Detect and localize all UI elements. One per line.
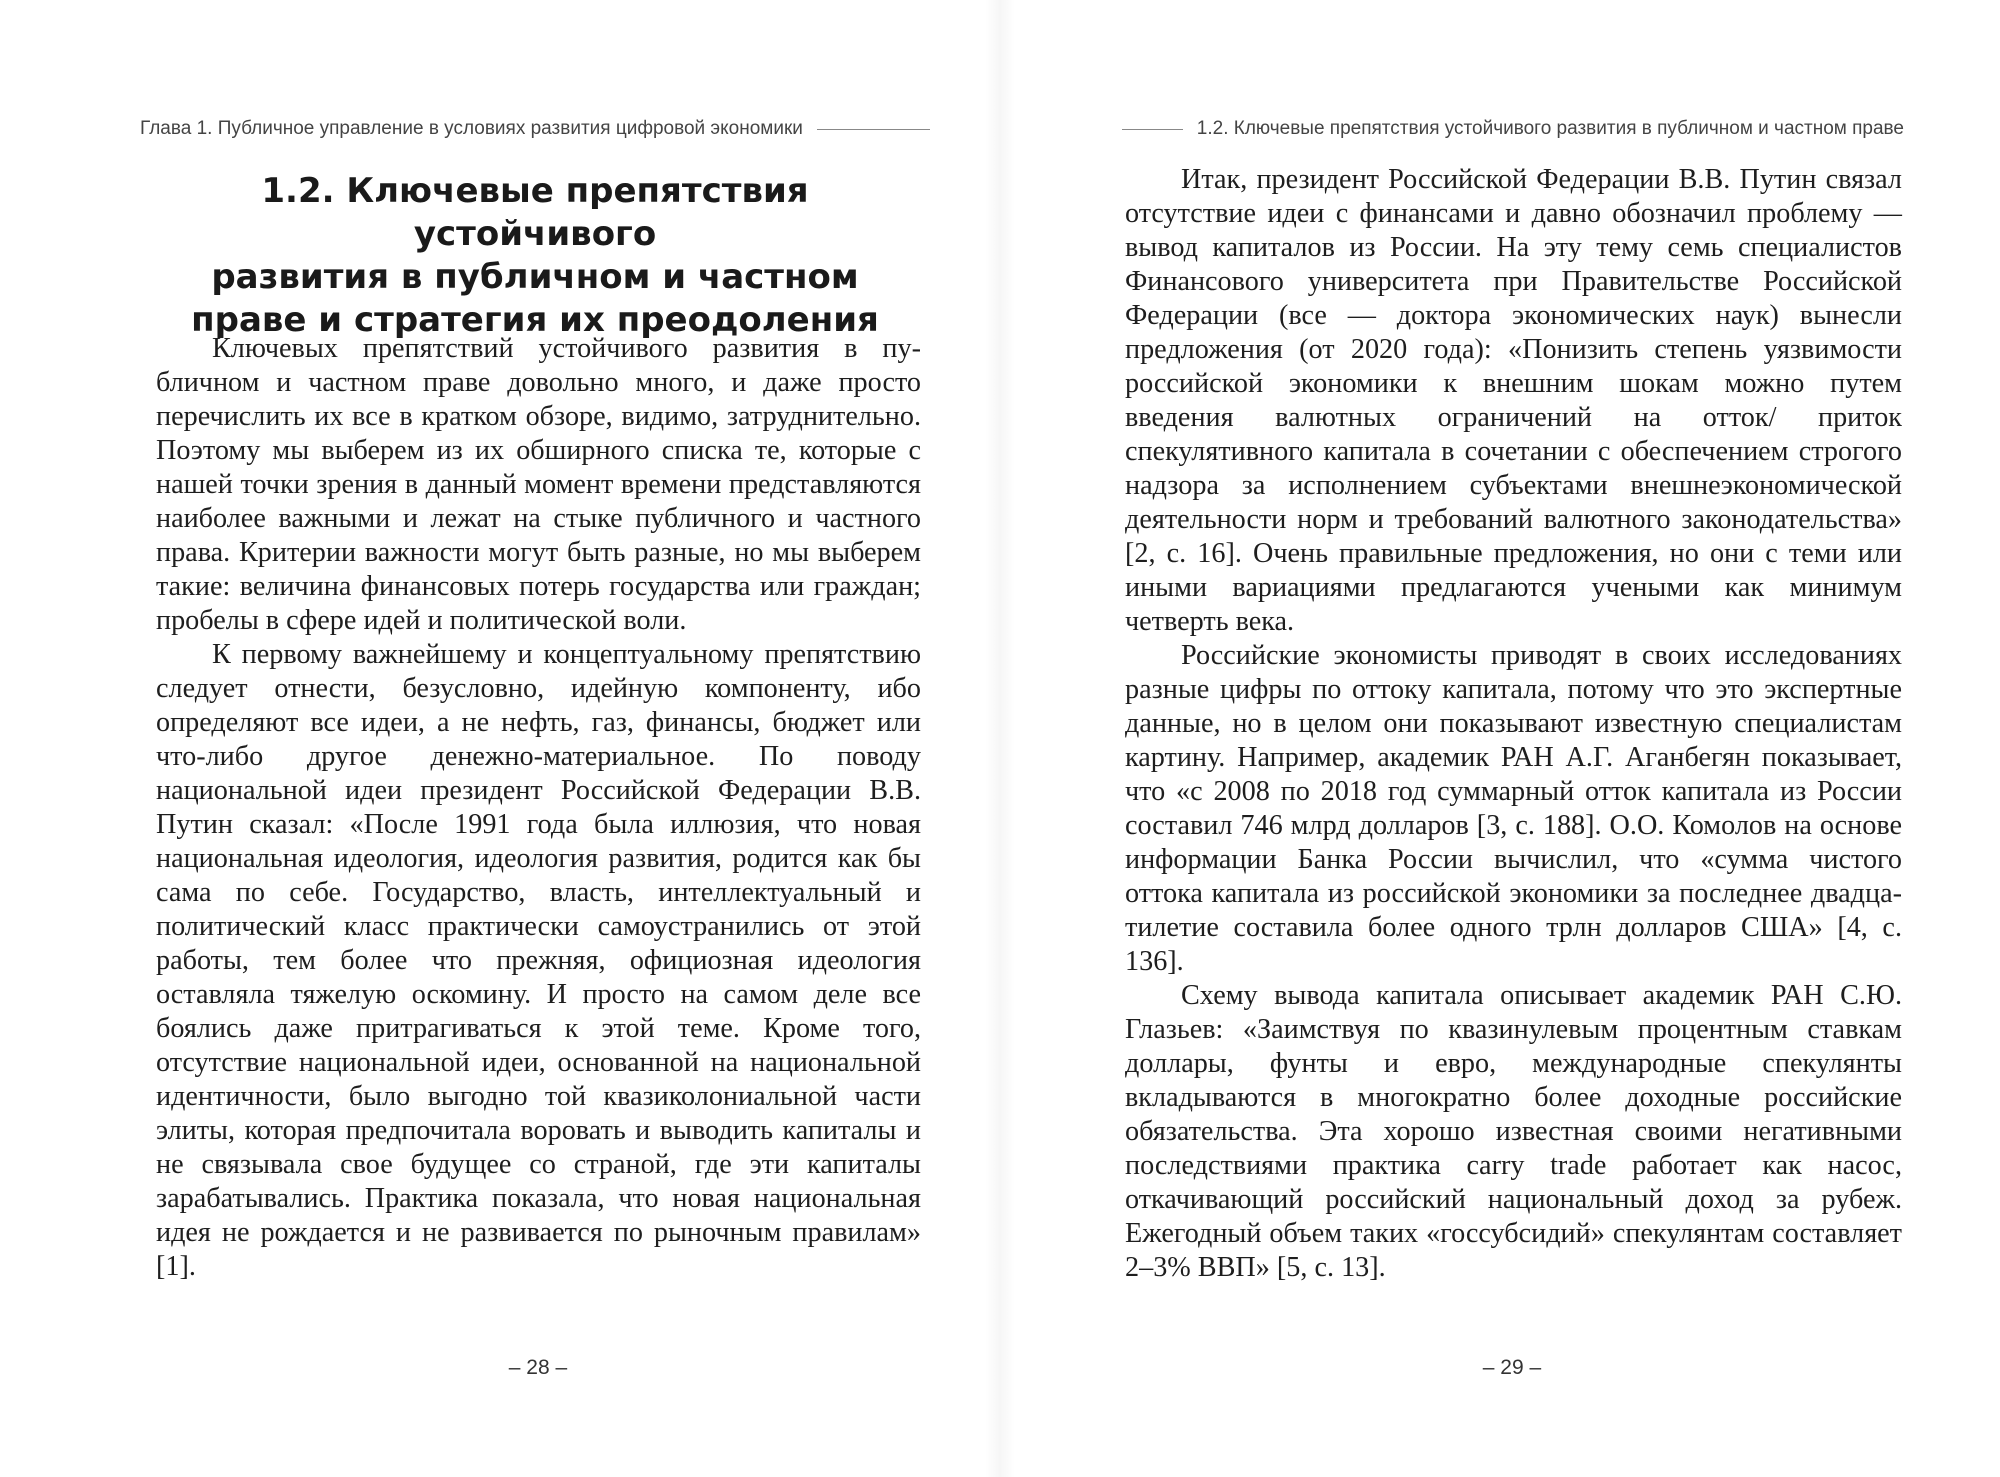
right-page [1000, 0, 2000, 1477]
book-gutter [985, 0, 1015, 1477]
header-rule [817, 129, 930, 130]
running-head-left [140, 118, 930, 140]
page-number-right: – 29 – [1482, 1356, 1542, 1379]
page-number-left: – 28 – [508, 1356, 568, 1379]
paragraph: К первому важнейшему и концептуальному препятствию следует отнести, безусловно, идейную компоненту, ибо определяют все идеи, а не нефть, газ, финансы, бюджет или что-либо другое денежно-материальное. По поводу национальной идеи президент Российской Федерации В.В. Путин сказал: «После 1991 года была иллюзия, что новая национальная идеология, идеология развития, родится как бы сама по себе. Государство, власть, интеллектуальный и политический класс практически самоустранились от этой работы, тем более что прежняя, официозная идеология оставляла тяжелую оскомину. И просто на самом деле все боялись даже притрагиваться к этой теме. Кроме того, отсутствие национальной идеи, основанной на национальной идентичности, было выгодно той квазиколониальной части элиты, которая предпочитала воровать и выводить капиталы и не связывала свое будущее со страной, где эти капиталы зарабатывались. Практика показала, что новая национальная идея не рождается и не развивается по рыночным правилам» [1]. [156, 639, 921, 1282]
section-title [140, 170, 930, 342]
section-title-line: праве и стратегия их преодоления [191, 300, 879, 340]
right-body-text [1125, 163, 1902, 1285]
paragraph: Схему вывода капитала описывает академик РАН С.Ю. Глазьев: «Заимствуя по квазинулевым процентным ставкам доллары, фунты и евро, международные спекулянты вкладываются в многократно более доходные российские обязательства. Эта хорошо известная своими негативными последствиями практика carry trade работает как насос, откачивающий российский национальный доход за рубеж. Ежегодный объем таких «госсубсидий» спекулянтам составляет 2–3% ВВП» [5, с. 13]. [1125, 980, 1902, 1283]
paragraph: Ключевых препятствий устойчивого развития в публичном и частном праве довольно много, и даже просто перечислить их все в кратком обзоре, видимо, затруднительно. Поэтому мы выберем из их обширного списка те, которые с нашей точки зрения в данный момент времени представляются наиболее важными и лежат на стыке публичного и частного права. Критерии важности могут быть разные, но мы выберем такие: величина финансовых потерь государства или граждан; пробелы в сфере идей и политической воли. [156, 333, 921, 636]
section-title-line: развития в публичном и частном [211, 257, 859, 297]
running-head-text: Глава 1. Публичное управление в условиях развития цифровой экономики [140, 118, 803, 139]
paragraph: Итак, президент Российской Федерации В.В. Путин связал отсутствие идеи с финансами и давно обозначил проблему — вывод капиталов из России. На эту тему семь специалистов Финансового университета при Правительстве Российской Федерации (все — доктора экономических наук) вынесли предложения (от 2020 года): «Понизить степень уязвимости российской экономики к внешним шокам можно путем введения валютных ограничений на отток/ приток спекулятивного капитала в сочетании с обеспечением строгого надзора за исполнением субъектами внешнеэкономической деятельности норм и требований валютного законодательства» [2, с. 16]. Очень правильные предложения, но они с теми или иными вариациями предлагаются учеными как минимум четверть века. [1125, 164, 1902, 637]
section-title-line: 1.2. Ключевые препятствия устойчивого [261, 171, 809, 254]
paragraph: Российские экономисты приводят в своих исследованиях разные цифры по оттоку капитала, потому что это экспертные данные, но в целом они показывают известную специалистам картину. Например, академик РАН А.Г. Аганбегян показывает, что «с 2008 по 2018 год суммарный отток капитала из России составил 746 млрд долларов [3, с. 188]. О.О. Комолов на основе информации Банка России вычислил, что «сумма чистого оттока капитала из российской экономики за последнее двадцатилетие составила более одного трлн долларов США» [4, с. 136]. [1125, 640, 1902, 977]
left-body-text [156, 332, 921, 1284]
running-head-right [1122, 118, 1904, 140]
running-head-text: 1.2. Ключевые препятствия устойчивого развития в публичном и частном праве [1196, 118, 1904, 139]
header-rule [1122, 129, 1183, 130]
